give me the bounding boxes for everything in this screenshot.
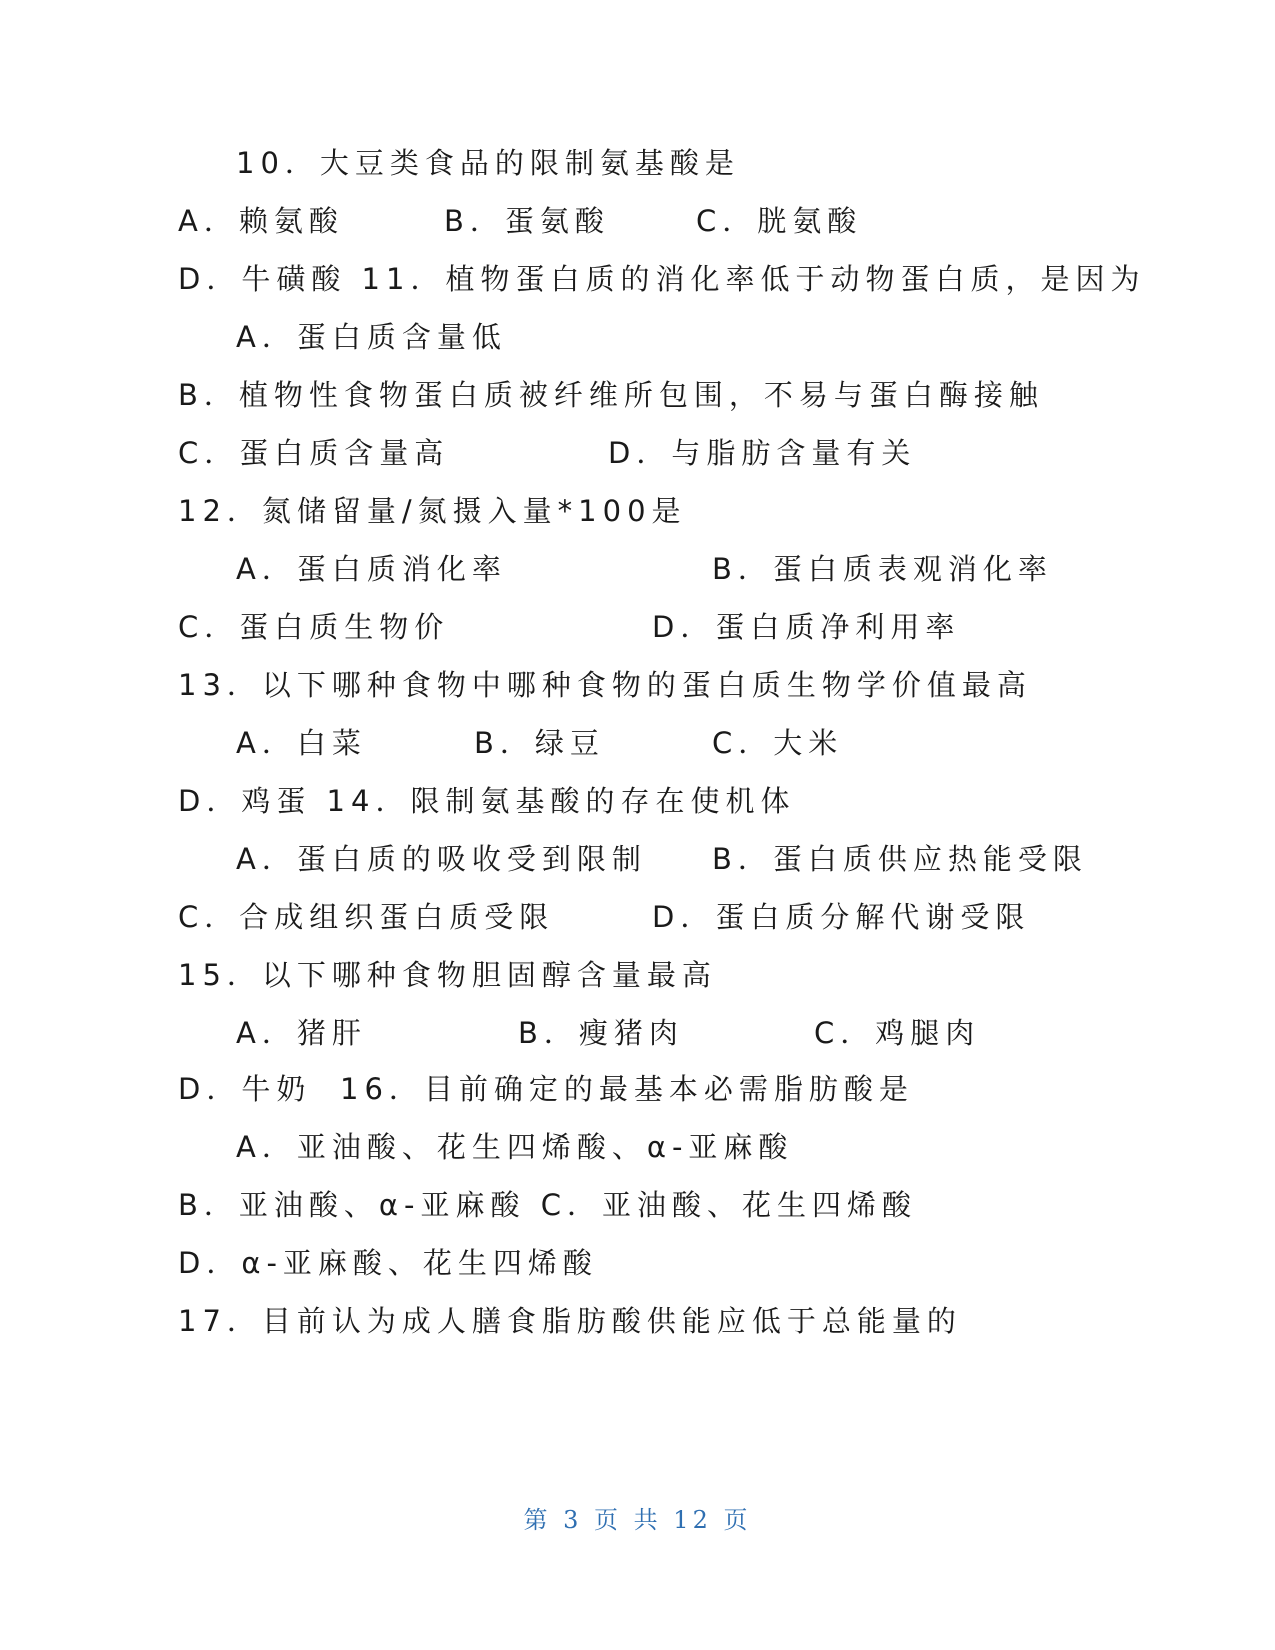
q14-option-d: D．蛋白质分解代谢受限 bbox=[652, 900, 1031, 934]
q16-option-a: A．亚油酸、花生四烯酸、α-亚麻酸 bbox=[236, 1130, 794, 1164]
q13-option-d-and-question-14-stem: D．鸡蛋 14．限制氨基酸的存在使机体 bbox=[178, 784, 796, 818]
q10-option-a: A．赖氨酸 bbox=[178, 204, 344, 238]
q13-option-a: A．白菜 bbox=[236, 726, 367, 760]
q15-option-d: D．牛奶 bbox=[178, 1072, 312, 1106]
q13-option-b: B．绿豆 bbox=[474, 726, 605, 760]
q14-option-a: A．蛋白质的吸收受到限制 bbox=[236, 842, 647, 876]
q10-option-d-and-question-11-stem: D．牛磺酸 11．植物蛋白质的消化率低于动物蛋白质，是因为 bbox=[178, 262, 1146, 296]
q11-option-b: B．植物性食物蛋白质被纤维所包围，不易与蛋白酶接触 bbox=[178, 378, 1044, 412]
q10-option-b: B．蛋氨酸 bbox=[444, 204, 610, 238]
q15-option-b: B．瘦猪肉 bbox=[518, 1016, 684, 1050]
question-10-stem: 10．大豆类食品的限制氨基酸是 bbox=[236, 146, 740, 180]
question-13-stem: 13．以下哪种食物中哪种食物的蛋白质生物学价值最高 bbox=[178, 668, 1032, 702]
q10-option-c: C．胱氨酸 bbox=[696, 204, 863, 238]
q12-option-c: C．蛋白质生物价 bbox=[178, 610, 450, 644]
q15-option-a: A．猪肝 bbox=[236, 1016, 367, 1050]
question-12-stem: 12．氮储留量/氮摄入量*100是 bbox=[178, 494, 687, 528]
q11-option-a: A．蛋白质含量低 bbox=[236, 320, 507, 354]
question-17-stem: 17．目前认为成人膳食脂肪酸供能应低于总能量的 bbox=[178, 1304, 962, 1338]
q16-options-b-c: B．亚油酸、α-亚麻酸 C．亚油酸、花生四烯酸 bbox=[178, 1188, 917, 1222]
q15-option-c: C．鸡腿肉 bbox=[814, 1016, 981, 1050]
question-15-stem: 15．以下哪种食物胆固醇含量最高 bbox=[178, 958, 717, 992]
q12-option-d: D．蛋白质净利用率 bbox=[652, 610, 961, 644]
q11-option-c: C．蛋白质含量高 bbox=[178, 436, 450, 470]
question-16-stem: 16．目前确定的最基本必需脂肪酸是 bbox=[340, 1072, 914, 1106]
q14-option-c: C．合成组织蛋白质受限 bbox=[178, 900, 555, 934]
q12-option-a: A．蛋白质消化率 bbox=[236, 552, 507, 586]
q12-option-b: B．蛋白质表观消化率 bbox=[712, 552, 1053, 586]
q11-option-d: D．与脂肪含量有关 bbox=[608, 436, 917, 470]
page-number-footer: 第 3 页 共 12 页 bbox=[523, 1506, 752, 1534]
q13-option-c: C．大米 bbox=[712, 726, 844, 760]
q14-option-b: B．蛋白质供应热能受限 bbox=[712, 842, 1088, 876]
q16-option-d: D．α-亚麻酸、花生四烯酸 bbox=[178, 1246, 598, 1280]
